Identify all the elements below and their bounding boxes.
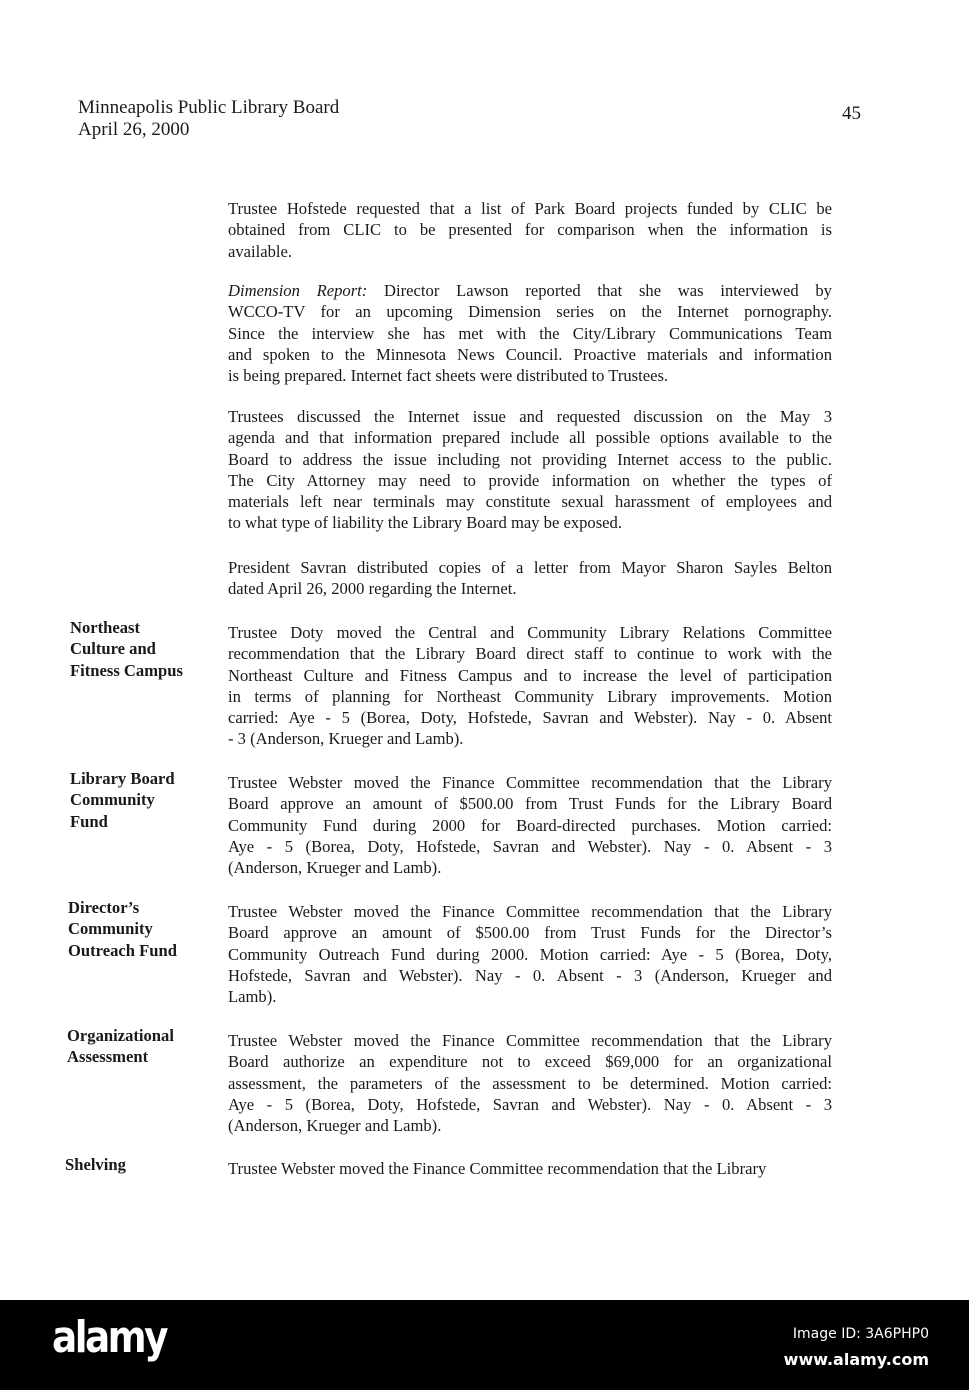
margin-heading — [67, 1025, 174, 1068]
paragraph-line: Trustees discussed the Internet issue and requested discussion on the May 3 — [228, 407, 832, 426]
margin-heading — [68, 897, 177, 961]
minutes-paragraph — [228, 622, 832, 750]
paragraph-line: WCCO-TV for an upcoming Dimension series on the Internet pornography. — [228, 302, 832, 322]
paragraph-line: materials left near terminals may constitute sexual harassment of employees and — [228, 492, 832, 512]
paragraph-line: Trustee Webster moved the Finance Committee recommendation that the Library — [228, 1159, 767, 1178]
minutes-paragraph — [228, 406, 832, 534]
document-date: April 26, 2000 — [78, 119, 190, 140]
paragraph-line: Board approve an amount of $500.00 from Trust Funds for the Library Board — [228, 794, 832, 814]
section-lead: Dimension Report: — [228, 281, 368, 300]
margin-heading-line: Fund — [70, 811, 108, 831]
paragraph-line: Since the interview she has met with the City/Library Communications Team — [228, 323, 832, 343]
margin-heading — [70, 617, 183, 681]
paragraph-line: and spoken to the Minnesota News Council. Proactive materials and information — [228, 344, 832, 364]
paragraph-line: is being prepared. Internet fact sheets were distributed to Trustees. — [228, 366, 669, 386]
margin-heading-line: Director’s — [68, 898, 140, 917]
margin-heading-line: Northeast — [70, 618, 141, 637]
paragraph-line: carried: Aye - 5 (Borea, Doty, Hofstede, Savran and Webster). Nay - 0. Absent — [228, 708, 832, 728]
margin-heading-line: Culture and — [70, 639, 156, 659]
line-text: Director Lawson reported that she was interviewed by — [367, 281, 832, 300]
paragraph-line — [228, 280, 832, 301]
margin-heading-line: Community — [70, 790, 155, 810]
paragraph-line: Community Outreach Fund during 2000. Motion carried: Aye - 5 (Borea, Doty, — [228, 944, 832, 964]
margin-heading-line: Outreach Fund — [68, 940, 177, 960]
minutes-paragraph — [228, 772, 832, 878]
paragraph-line: Trustee Hofstede requested that a list of Park Board projects funded by CLIC be — [228, 199, 832, 218]
paragraph-line: recommendation that the Library Board direct staff to continue to work with the — [228, 644, 832, 664]
paragraph-line: Board authorize an expenditure not to exceed $69,000 for an organizational — [228, 1052, 832, 1072]
paragraph-line: President Savran distributed copies of a letter from Mayor Sharon Sayles Belton — [228, 558, 832, 577]
minutes-paragraph — [228, 1158, 832, 1179]
paragraph-line: to what type of liability the Library Board may be exposed. — [228, 513, 622, 533]
paragraph-line: (Anderson, Krueger and Lamb). — [228, 1116, 442, 1136]
paragraph-line: Trustee Doty moved the Central and Community Library Relations Committee — [228, 623, 832, 642]
paragraph-line: Northeast Culture and Fitness Campus and to increase the level of participation — [228, 665, 832, 685]
page-number: 45 — [842, 103, 861, 124]
watermark-bar — [0, 1300, 969, 1390]
document-org: Minneapolis Public Library Board — [78, 97, 340, 118]
minutes-paragraph — [228, 1030, 832, 1136]
minutes-paragraph — [228, 280, 832, 386]
margin-heading-line: Fitness Campus — [70, 660, 183, 680]
paragraph-line: available. — [228, 241, 293, 261]
paragraph-line: Trustee Webster moved the Finance Committee recommendation that the Library — [228, 1031, 832, 1050]
image-id: Image ID: 3A6PHP0 — [792, 1326, 929, 1342]
minutes-paragraph — [228, 557, 832, 600]
margin-heading-line: Shelving — [65, 1155, 126, 1174]
watermark-url: www.alamy.com — [783, 1350, 929, 1369]
paragraph-line: obtained from CLIC to be presented for comparison when the information is — [228, 220, 832, 240]
margin-heading-line: Community — [68, 919, 153, 939]
paragraph-line: - 3 (Anderson, Krueger and Lamb). — [228, 729, 464, 749]
minutes-paragraph — [228, 198, 832, 262]
margin-heading-line: Assessment — [67, 1047, 149, 1067]
paragraph-line: in terms of planning for Northeast Community Library improvements. Motion — [228, 686, 832, 706]
paragraph-line: Board approve an amount of $500.00 from Trust Funds for the Director’s — [228, 923, 832, 943]
paragraph-line: The City Attorney may need to provide information on whether the types of — [228, 470, 832, 490]
alamy-logo: alamy — [52, 1312, 166, 1363]
minutes-paragraph — [228, 901, 832, 1007]
paragraph-line: Aye - 5 (Borea, Doty, Hofstede, Savran and Webster). Nay - 0. Absent - 3 — [228, 1094, 832, 1114]
paragraph-line: Aye - 5 (Borea, Doty, Hofstede, Savran and Webster). Nay - 0. Absent - 3 — [228, 836, 832, 856]
paragraph-line: Community Fund during 2000 for Board-directed purchases. Motion carried: — [228, 815, 832, 835]
paragraph-line: assessment, the parameters of the assessment to be determined. Motion carried: — [228, 1073, 832, 1093]
paragraph-line: Hofstede, Savran and Webster). Nay - 0. Absent - 3 (Anderson, Krueger and — [228, 965, 832, 985]
paragraph-line: Board to address the issue including not providing Internet access to the public. — [228, 449, 832, 469]
margin-heading-line: Organizational — [67, 1026, 174, 1045]
paragraph-line: dated April 26, 2000 regarding the Internet. — [228, 579, 517, 599]
paragraph-line: (Anderson, Krueger and Lamb). — [228, 858, 442, 878]
paragraph-line: Trustee Webster moved the Finance Committee recommendation that the Library — [228, 773, 832, 792]
margin-heading-line: Library Board — [70, 769, 175, 788]
margin-heading — [65, 1154, 126, 1175]
paragraph-line: agenda and that information prepared include all possible options available to the — [228, 428, 832, 448]
margin-heading — [70, 768, 175, 832]
paragraph-line: Trustee Webster moved the Finance Committee recommendation that the Library — [228, 902, 832, 921]
paragraph-line: Lamb). — [228, 987, 277, 1007]
